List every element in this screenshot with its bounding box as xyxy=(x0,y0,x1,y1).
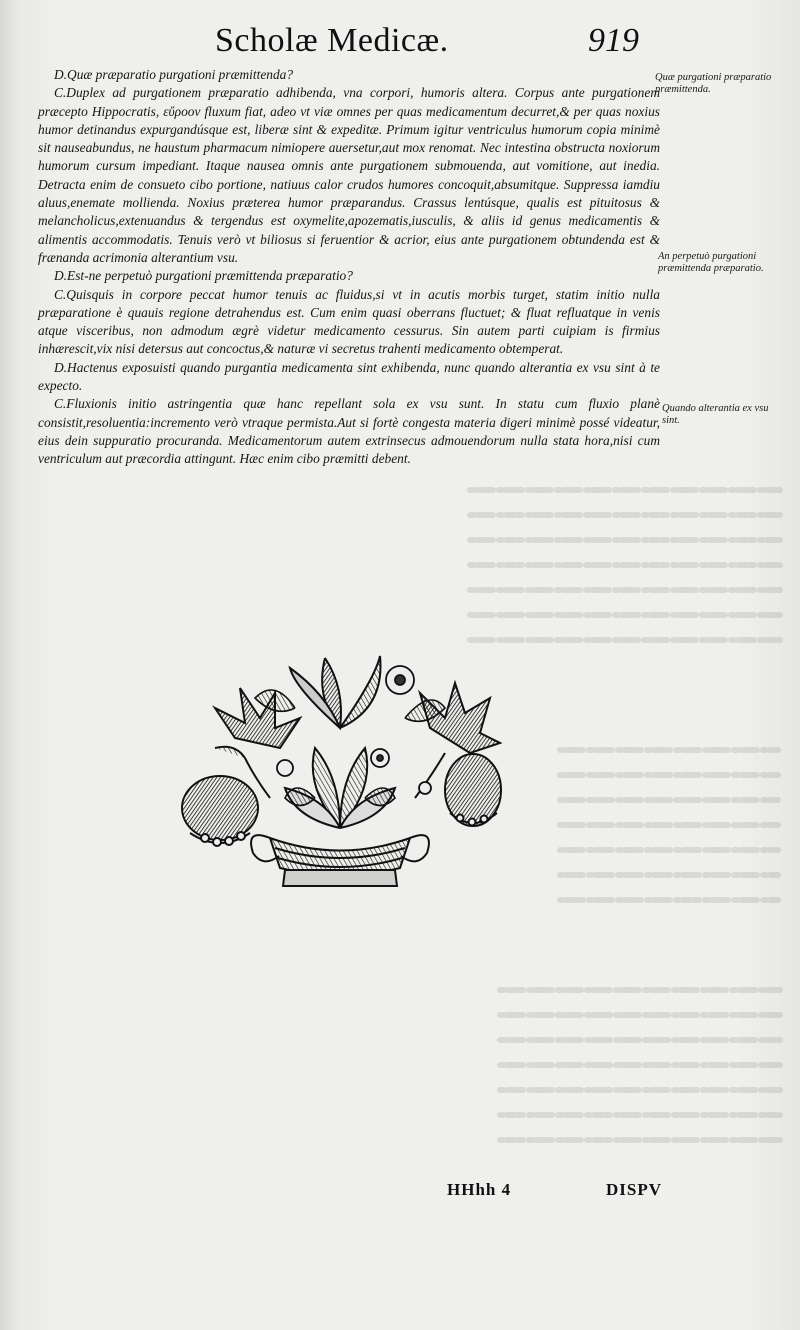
main-text xyxy=(38,66,660,469)
left-fruit xyxy=(182,776,258,846)
catchword: DISPV xyxy=(606,1180,663,1199)
signature-mark: HHhh 4 xyxy=(447,1180,512,1199)
margin-note: An perpetuò purgationi præmittenda præparatio. xyxy=(658,251,764,274)
question-paragraph: D.Est-ne perpetuò purgationi præmittenda præparatio? xyxy=(54,268,353,284)
flower-basket-woodcut xyxy=(175,648,505,898)
question-paragraph: D.Hactenus exposuisti quando purgantia medicamenta sint exhibenda, nunc quando alterantia ex vsu sint à te expecto. xyxy=(38,359,660,394)
margin-note: Quando alterantia ex vsu sint. xyxy=(662,403,769,426)
right-fruit xyxy=(445,754,501,826)
running-title: Scholæ Medicæ. xyxy=(215,22,449,59)
answer-paragraph: C.Fluxionis initio astringentia quæ hanc repellant sola ex vsu sunt. In statu cum fluxio planè consistit,resoluentia:incremento verò vtraque permista.Aut si fortè congesta materia digeri minimè possé videatur, eius dein suppuratio procuranda. Medicamentorum autem extrinsecus admouendorum nulla stata hora,nisi cum ventriculum aut præcordia attingunt. Hæc enim cibo præmitti debent. xyxy=(38,396,660,467)
margin-note: Quæ purgationi præparatio præmittenda. xyxy=(655,72,772,95)
question-paragraph: D.Quæ præparatio purgationi præmittenda? xyxy=(54,67,294,82)
answer-paragraph: C.Duplex ad purgationem præparatio adhibenda, vna corpori, humoris altera. Corpus ante purgationem præcepto Hippocratis, εὔροον fluxum fiat, adeo vt viæ omnes per quas medicamentum decurret,& per quas noxius humor detinandus expurgandúsque est, liberæ sint & expeditæ. Primum igitur ventriculus humorum copia minimè sit nauseabundus, ne haustum pharmacum nimiopere auersetur,aut mox renomat. Nec intestina obstructa noxiorum humorum cursum impediant. Itaque nausea omnis ante purgationem submouenda, aut vomitione, aut inedia. Detracta enim de consueto cibo portione, natiuus calor crudos humores concoquit,absumitque. Suppressa iamdiu aluus,enemate mollienda. Noxius præterea humor præparandus. Crassus lentúsque, qualis est pituitosus & melancholicus,extenuandus & tergendus est oxymelite,apozematis,iusculis, & aliis id genus medicamentis & alimentis accommodatis. Tenuis verò vt biliosus si feruentior & acrior, eius ante purgationem obtundenda est & frænanda acrimonia alterantium vsu. xyxy=(38,85,660,265)
basket xyxy=(251,835,429,886)
answer-paragraph: C.Quisquis in corpore peccat humor tenuis ac fluidus,si vt in acutis morbis turget, statim initio nulla præparatione è quauis regione detrahendus est. Cum enim quasi oberrans fluctuet; & fluat refluatque in venis atque visceribus, non admodum ægrè videtur medicamento cessurus. Sin autem parti cuipiam is firmius inhærescit,vix nisi detersus aut concoctus,& naturæ vi secretus trahenti medicamento obtemperat. xyxy=(38,286,660,357)
page-number: 919 xyxy=(588,22,639,59)
